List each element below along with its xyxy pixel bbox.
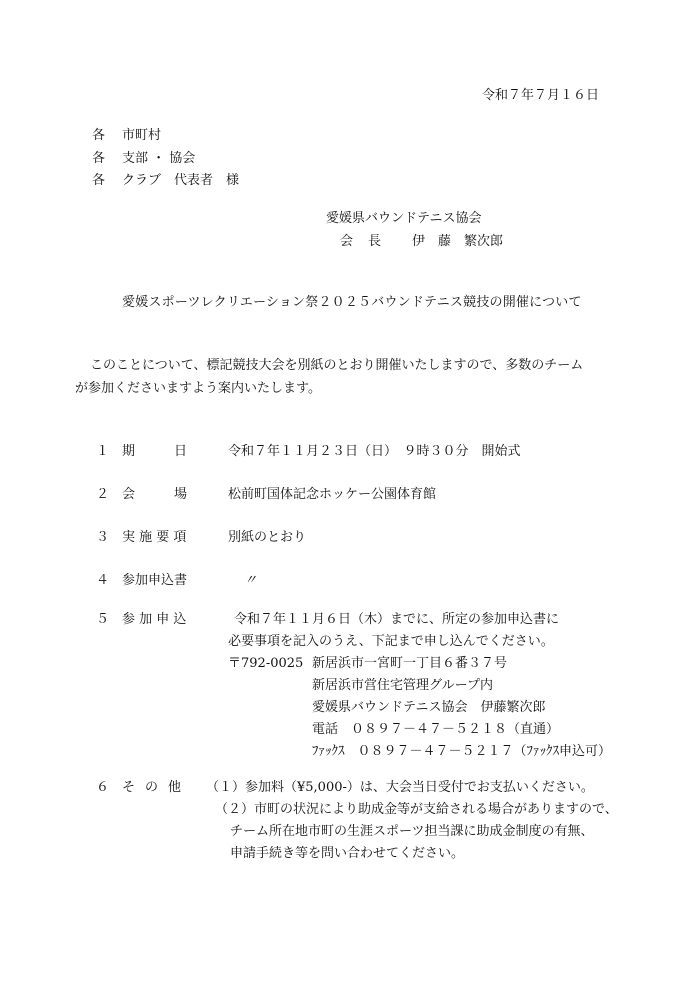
contact-address: 新居浜市一宮町一丁目６番３７号 [312, 656, 508, 671]
item-number: ５ [96, 612, 110, 627]
sender-role: 会 長 [340, 234, 383, 249]
addressee-name: 市町村 [122, 128, 162, 143]
item-number: ４ [96, 573, 110, 588]
sender-signature [340, 233, 503, 251]
item-label-application: 参 加 申 込 [122, 612, 187, 627]
document-title: 愛媛スポーツレクリエーション祭２０２５バウンドテニス競技の開催について [122, 295, 582, 310]
item-value-venue: 松前町国体記念ホッケー公園体育館 [228, 487, 437, 502]
contact-office: 新居浜市営住宅管理グループ内 [312, 678, 493, 693]
item-label-venue: 会 場 [122, 487, 188, 502]
contact-fax: ﾌｧｯｸｽ ０８９７－４７－５２１７（ﾌｧｯｸｽ申込可） [312, 744, 612, 759]
postal-code: 〒792-0025 [228, 656, 304, 671]
addressee-mark: 各 [92, 151, 106, 166]
addressee-name: クラブ 代表者 様 [122, 173, 240, 188]
item-label-guidelines: 実 施 要 項 [122, 530, 187, 545]
addressee-branches [92, 150, 195, 168]
item-number: １ [96, 444, 110, 459]
sender-organization: 愛媛県バウンドテニス協会 [326, 211, 482, 226]
document-date: 令和７年７月１６日 [482, 88, 600, 103]
addressee-clubs [92, 172, 239, 190]
note-subsidy-inquiry: 申請手続き等を問い合わせてください。 [230, 846, 465, 861]
note-entry-fee: （１）参加料（¥5,000-）は、大会当日受付でお支払いください。 [206, 780, 594, 795]
item-value-date: 令和７年１１月２３日（日） ９時３０分 開始式 [228, 444, 521, 459]
contact-organization: 愛媛県バウンドテニス協会 伊藤繁次郎 [312, 700, 546, 715]
item-label-other: その他 [122, 780, 192, 795]
sender-name: 伊 藤 繁次郎 [412, 234, 504, 249]
item-label-application-form: 参加申込書 [122, 573, 188, 588]
body-text-line-2: が参加くださいますよう案内いたします。 [75, 381, 321, 396]
note-subsidy-continued: チーム所在地市町の生涯スポーツ担当課に助成金制度の有無、 [230, 824, 594, 839]
item-number: ６ [96, 780, 110, 795]
item-number: ２ [96, 487, 110, 502]
item-value-guidelines: 別紙のとおり [228, 530, 307, 545]
contact-phone: 電話 ０８９７－４７－５２１８（直通） [312, 722, 560, 737]
addressee-mark: 各 [92, 173, 106, 188]
addressee-mark: 各 [92, 128, 106, 143]
addressee-name: 支部 ・ 協会 [122, 151, 196, 166]
body-text-line-1: このことについて、標記競技大会を別紙のとおり開催いたしますので、多数のチーム [90, 358, 584, 373]
application-deadline-line: 令和７年１１月６日（木）までに、所定の参加申込書に [234, 612, 560, 627]
note-subsidy: （２）市町の状況により助成金等が支給される場合がありますので、 [215, 802, 618, 817]
application-instruction-line: 必要事項を記入のうえ、下記まで申し込んでください。 [228, 634, 554, 649]
item-number: ３ [96, 530, 110, 545]
ditto-mark: 〃 [244, 573, 258, 588]
item-label-date: 期 日 [122, 444, 188, 459]
addressee-municipalities [92, 127, 161, 145]
